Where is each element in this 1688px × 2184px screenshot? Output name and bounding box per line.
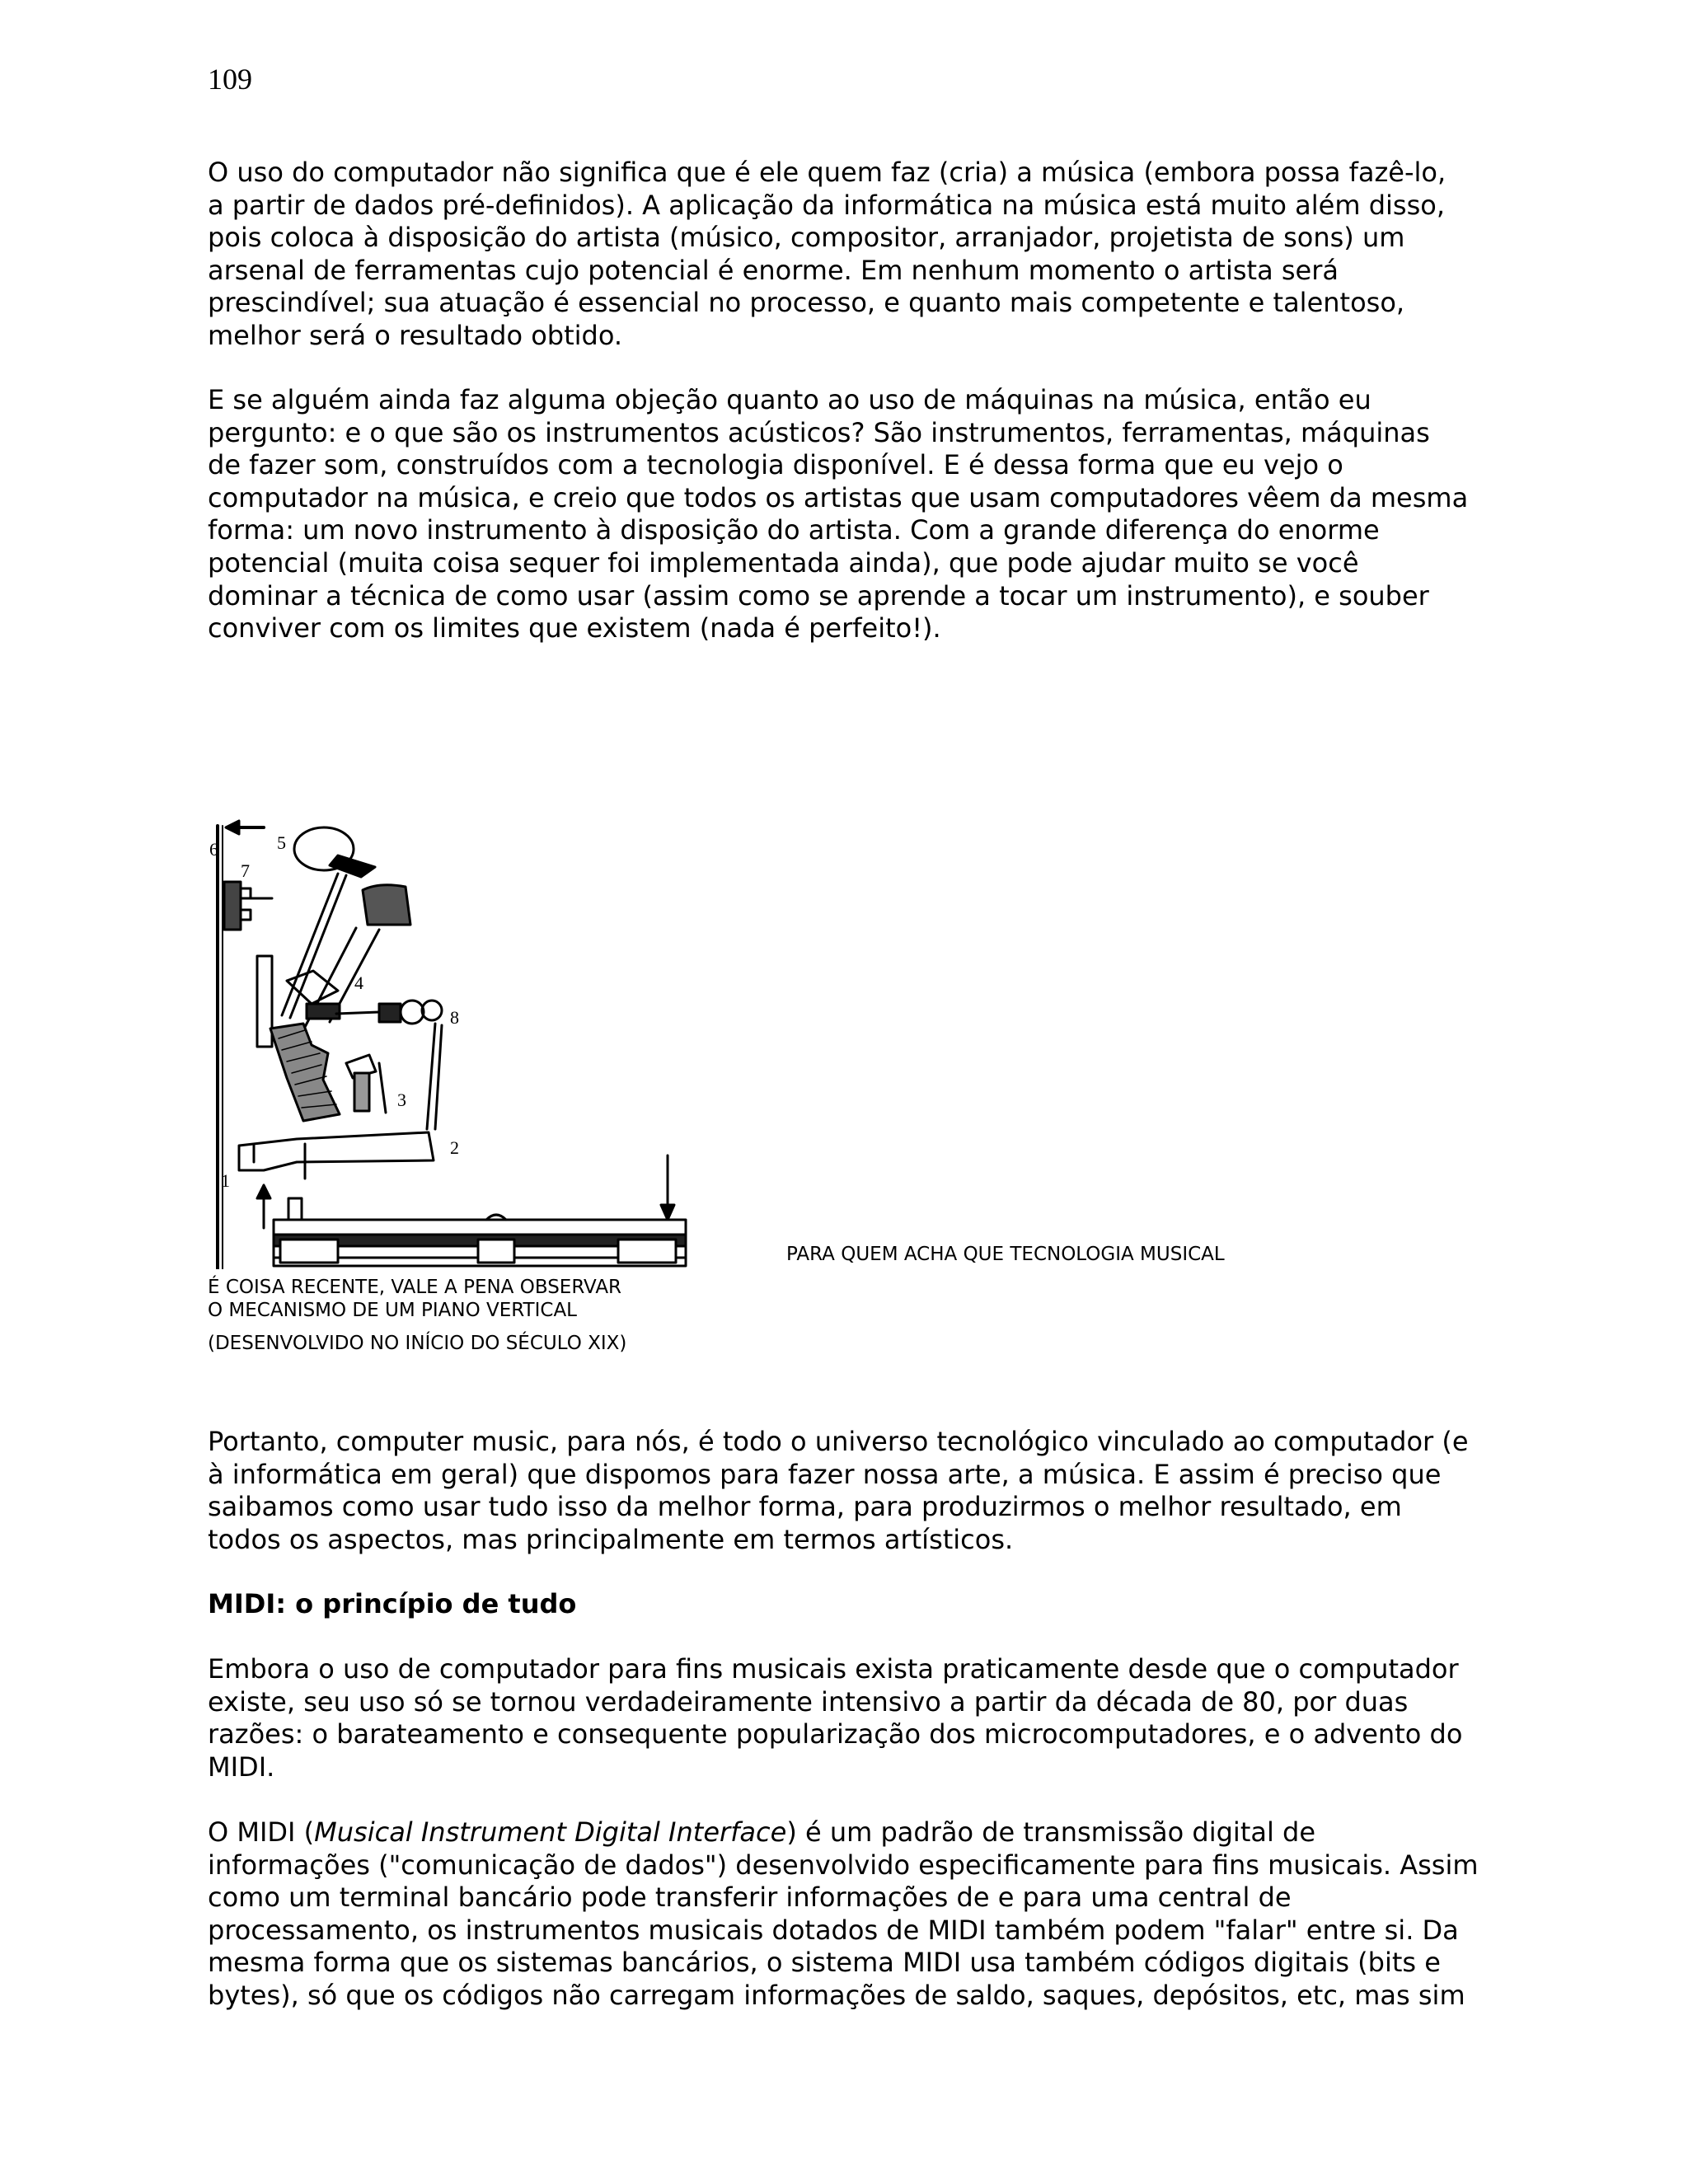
text-line: pois coloca à disposição do artista (músico, compositor, arranjador, projetista de sons) um — [208, 222, 1405, 254]
figure-label-4: 4 — [354, 972, 363, 993]
text-line: O uso do computador não significa que é ele quem faz (cria) a música (embora possa fazê-lo, — [208, 157, 1447, 188]
figure-label-2: 2 — [450, 1137, 459, 1158]
text-line: forma: um novo instrumento à disposição do artista. Com a grande diferença do enorme — [208, 514, 1380, 546]
text-line: existe, seu uso só se tornou verdadeiramente intensivo a partir da década de 80, por duas — [208, 1685, 1409, 1718]
figure-label-6: 6 — [209, 839, 218, 860]
text-line: de fazer som, construídos com a tecnologia disponível. E é dessa forma que eu vejo o — [208, 449, 1343, 481]
text-line: à informática em geral) que dispomos para fazer nossa arte, a música. E assim é preciso que — [208, 1458, 1442, 1490]
paragraph-5 — [208, 1816, 1543, 2013]
text-line: conviver com os limites que existem (nada é perfeito!). — [208, 612, 941, 644]
text-line: arsenal de ferramentas cujo potencial é enorme. Em nenhum momento o artista será — [208, 254, 1339, 286]
figure-caption-right: PARA QUEM ACHA QUE TECNOLOGIA MUSICAL — [786, 1244, 1225, 1265]
text-line — [208, 1816, 1543, 1849]
text-line: como um terminal bancário pode transferir informações de e para uma central de — [208, 1882, 1292, 1914]
paragraph-1 — [208, 157, 1543, 353]
text-line: E se alguém ainda faz alguma objeção quanto ao uso de máquinas na música, então eu — [208, 384, 1372, 415]
italic-term: Musical Instrument Digital Interface — [314, 1816, 787, 1848]
figure-label-3: 3 — [397, 1090, 406, 1110]
text-line: a partir de dados pré-definidos). A aplicação da informática na música está muito além disso, — [208, 189, 1445, 221]
page-number: 109 — [208, 63, 252, 96]
text-line: MIDI. — [208, 1750, 275, 1783]
figure-caption-line-1: É COISA RECENTE, VALE A PENA OBSERVAR — [208, 1277, 622, 1298]
text-line: processamento, os instrumentos musicais dotados de MIDI também podem "falar" entre si. Da — [208, 1914, 1459, 1946]
text-line: todos os aspectos, mas principalmente em termos artísticos. — [208, 1523, 1014, 1555]
text-run: O MIDI ( — [208, 1816, 315, 1848]
paragraph-4 — [208, 1653, 1543, 1783]
text-line: pergunto: e o que são os instrumentos acústicos? São instrumentos, ferramentas, máquinas — [208, 416, 1430, 448]
text-line: informações ("comunicação de dados") desenvolvido especificamente para fins musicais. Assim — [208, 1849, 1479, 1881]
piano-mechanism-drawing — [206, 816, 717, 1269]
text-line: Portanto, computer music, para nós, é todo o universo tecnológico vinculado ao computador (e — [208, 1426, 1469, 1457]
text-line: bytes), só que os códigos não carregam informações de saldo, saques, depósitos, etc, mas sim — [208, 1979, 1465, 2011]
figure-label-7: 7 — [241, 860, 250, 881]
text-line: razões: o barateamento e consequente popularização dos microcomputadores, e o advento do — [208, 1718, 1463, 1750]
piano-mechanism-figure — [206, 816, 717, 1269]
text-line: dominar a técnica de como usar (assim como se aprende a tocar um instrumento), e souber — [208, 579, 1429, 612]
text-line: mesma forma que os sistemas bancários, o sistema MIDI usa também códigos digitais (bits e — [208, 1947, 1441, 1979]
text-line: Embora o uso de computador para fins musicais exista praticamente desde que o computador — [208, 1653, 1459, 1685]
figure-label-1: 1 — [221, 1170, 230, 1191]
figure-caption-line-2: O MECANISMO DE UM PIANO VERTICAL — [208, 1300, 577, 1321]
section-heading: MIDI: o princípio de tudo — [208, 1588, 577, 1619]
text-line: computador na música, e creio que todos os artistas que usam computadores vêem da mesma — [208, 481, 1469, 513]
figure-caption-line-3: (DESENVOLVIDO NO INÍCIO DO SÉCULO XIX) — [208, 1333, 627, 1354]
paragraph-3 — [208, 1426, 1543, 1556]
text-line: potencial (muita coisa sequer foi implementada ainda), que pode ajudar muito se você — [208, 546, 1359, 579]
text-line: saibamos como usar tudo isso da melhor forma, para produzirmos o melhor resultado, em — [208, 1491, 1402, 1523]
paragraph-2 — [208, 384, 1543, 645]
text-line: melhor será o resultado obtido. — [208, 319, 623, 351]
text-run: ) é um padrão de transmissão digital de — [786, 1816, 1316, 1848]
figure-label-8: 8 — [450, 1007, 459, 1028]
figure-label-5: 5 — [277, 832, 286, 853]
text-line: prescindível; sua atuação é essencial no processo, e quanto mais competente e talentoso, — [208, 287, 1405, 319]
